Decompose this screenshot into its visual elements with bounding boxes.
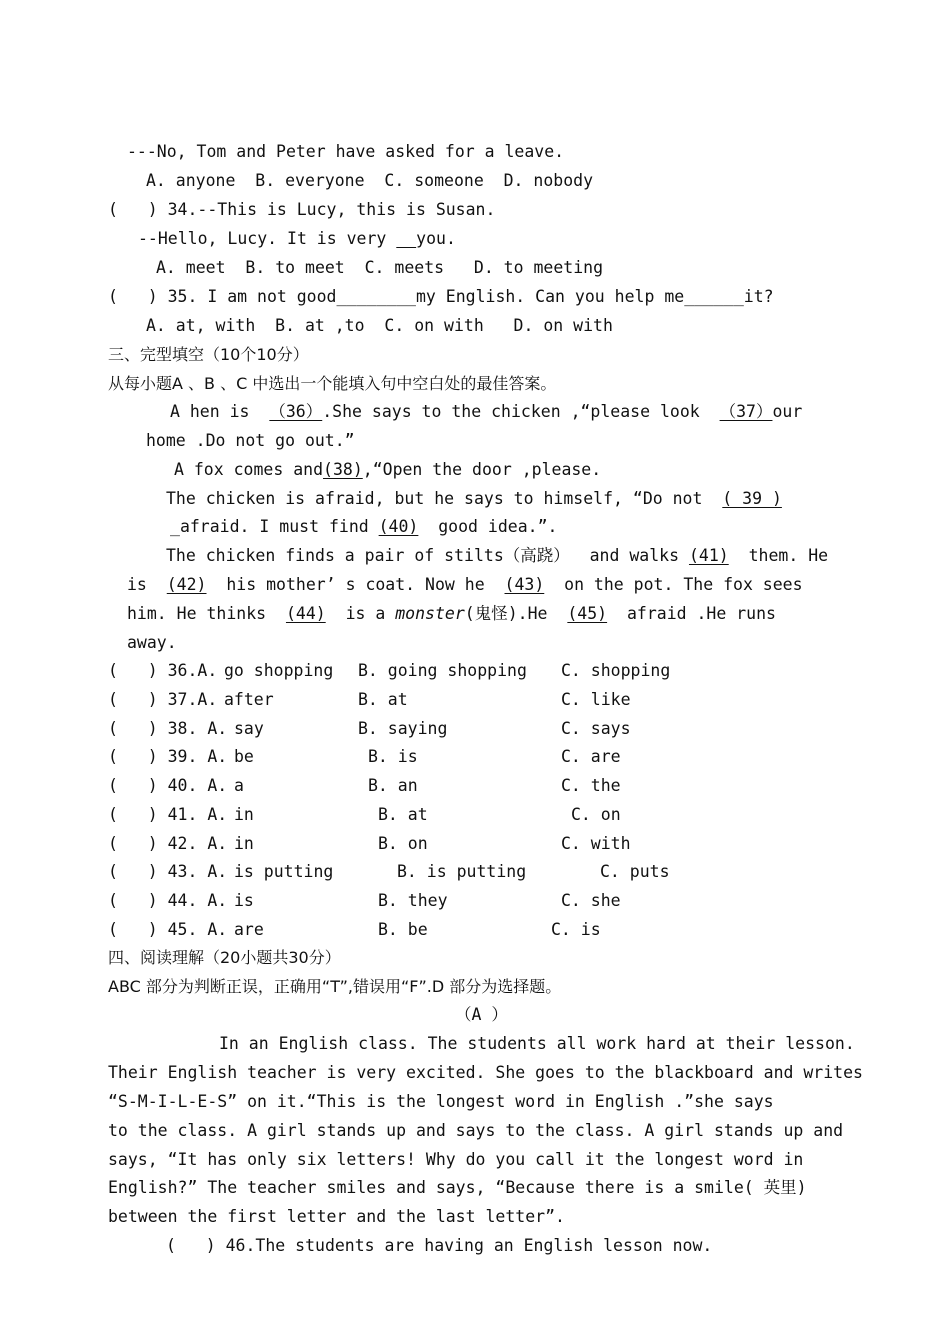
choice-41-b: B. at bbox=[378, 805, 428, 824]
choice-38-b: B. saying bbox=[358, 719, 448, 738]
choice-37-num: ( ) 37.A. bbox=[108, 690, 218, 709]
choice-40-num: ( ) 40. A. bbox=[108, 776, 228, 795]
choice-43-b: B. is putting bbox=[397, 862, 527, 881]
blank-44: (44) bbox=[285, 604, 326, 623]
choice-43-a: is putting bbox=[234, 862, 334, 881]
monster-word: monster bbox=[395, 604, 465, 623]
reading-line-6: English?” The teacher smiles and says, “Because there is a smile( 英里) bbox=[108, 1178, 807, 1197]
blank-43: (43) bbox=[504, 575, 545, 594]
choice-45-num: ( ) 45. A. bbox=[108, 920, 228, 939]
q35-stem: ( ) 35. I am not good________my English. Can you help me______it? bbox=[108, 287, 774, 306]
choice-42-num: ( ) 42. A. bbox=[108, 834, 228, 853]
reading-line-4: to the class. A girl stands up and says to the class. A girl stands up and bbox=[108, 1121, 844, 1140]
choice-40-c: C. the bbox=[561, 776, 621, 795]
section3-instruction: 从每小题A 、B 、C 中选出一个能填入句中空白处的最佳答案。 bbox=[108, 374, 557, 393]
passage-line-7: is (42) his mother’ s coat. Now he (43) on the pot. The fox sees bbox=[127, 575, 803, 594]
q35-blank-1: ________ bbox=[336, 287, 416, 306]
choice-39-b: B. is bbox=[368, 747, 418, 766]
choice-41-num: ( ) 41. A. bbox=[108, 805, 228, 824]
q34-blank bbox=[396, 229, 416, 248]
q35-blank-2: ______ bbox=[684, 287, 744, 306]
choice-36-a: go shopping bbox=[224, 661, 334, 680]
section4-instruction: ABC 部分为判断正误，正确用“T”,错误用“F”.D 部分为选择题。 bbox=[108, 977, 562, 996]
choice-37-a: after bbox=[224, 690, 274, 709]
choice-45-a: are bbox=[234, 920, 264, 939]
q34-options: A. meet B. to meet C. meets D. to meeting bbox=[156, 258, 604, 277]
choice-45-c: C. is bbox=[551, 920, 601, 939]
passage-line-6: The chicken finds a pair of stilts（高跷） and walks (41) them. He bbox=[166, 546, 829, 565]
q46-stem: ( ) 46.The students are having an English lesson now. bbox=[166, 1236, 713, 1255]
reading-line-3: “S-M-I-L-E-S” on it.“This is the longest word in English .”she says bbox=[108, 1092, 774, 1111]
section4-title: 四、阅读理解（20小题共30分） bbox=[108, 948, 341, 967]
blank-38: (38) bbox=[323, 460, 363, 479]
reading-line-1: In an English class. The students all work hard at their lesson. bbox=[219, 1034, 855, 1053]
choice-36-c: C. shopping bbox=[561, 661, 671, 680]
blank-45: (45) bbox=[567, 604, 608, 623]
choice-37-c: C. like bbox=[561, 690, 631, 709]
choice-43-c: C. puts bbox=[600, 862, 670, 881]
choice-42-c: C. with bbox=[561, 834, 631, 853]
choice-38-c: C. says bbox=[561, 719, 631, 738]
choice-43-num: ( ) 43. A. bbox=[108, 862, 228, 881]
reading-line-5: says, “It has only six letters! Why do you call it the longest word in bbox=[108, 1150, 804, 1169]
passage-line-8: him. He thinks (44) is a monster(鬼怪).He (45) afraid .He runs bbox=[127, 604, 776, 623]
passage-line-9: away. bbox=[127, 633, 177, 652]
part-a-label: （A ） bbox=[455, 1005, 508, 1024]
choice-41-a: in bbox=[234, 805, 254, 824]
choice-39-num: ( ) 39. A. bbox=[108, 747, 228, 766]
blank-41: (41) bbox=[688, 546, 729, 565]
reading-line-2: Their English teacher is very excited. She goes to the blackboard and writes bbox=[108, 1063, 863, 1082]
choice-36-b: B. going shopping bbox=[358, 661, 527, 680]
choice-44-b: B. they bbox=[378, 891, 448, 910]
q33-options: A. anyone B. everyone C. someone D. nobody bbox=[146, 171, 594, 190]
q33-answer-line: ---No, Tom and Peter have asked for a leave. bbox=[127, 142, 565, 161]
passage-line-2: home .Do not go out.” bbox=[146, 431, 355, 450]
choice-44-num: ( ) 44. A. bbox=[108, 891, 228, 910]
choice-44-a: is bbox=[234, 891, 254, 910]
choice-36-num: ( ) 36.A. bbox=[108, 661, 218, 680]
choice-37-b: B. at bbox=[358, 690, 408, 709]
choice-39-a: be bbox=[234, 747, 254, 766]
choice-41-c: C. on bbox=[571, 805, 621, 824]
passage-line-5: _afraid. I must find (40) good idea.”. bbox=[170, 517, 558, 536]
choice-40-a: a bbox=[234, 776, 244, 795]
reading-line-7: between the first letter and the last letter”. bbox=[108, 1207, 565, 1226]
section3-title: 三、完型填空（10个10分） bbox=[108, 345, 309, 364]
passage-line-4: The chicken is afraid, but he says to himself, “Do not ( 39 ) bbox=[166, 489, 782, 508]
choice-39-c: C. are bbox=[561, 747, 621, 766]
choice-44-c: C. she bbox=[561, 891, 621, 910]
blank-37: （37） bbox=[719, 402, 773, 421]
blank-40: (40) bbox=[378, 517, 419, 536]
choice-42-a: in bbox=[234, 834, 254, 853]
q35-options: A. at, with B. at ,to C. on with D. on with bbox=[146, 316, 613, 335]
choice-38-num: ( ) 38. A. bbox=[108, 719, 228, 738]
choice-40-b: B. an bbox=[368, 776, 418, 795]
q34-reply: --Hello, Lucy. It is very you. bbox=[138, 229, 456, 248]
choice-42-b: B. on bbox=[378, 834, 428, 853]
q34-stem: ( ) 34.--This is Lucy, this is Susan. bbox=[108, 200, 496, 219]
choice-38-a: say bbox=[234, 719, 264, 738]
passage-line-1: A hen is （36）.She says to the chicken ,“please look （37）our bbox=[170, 402, 803, 421]
blank-39: ( 39 ) bbox=[722, 489, 782, 508]
choice-45-b: B. be bbox=[378, 920, 428, 939]
blank-42: (42) bbox=[166, 575, 207, 594]
passage-line-3: A fox comes and(38),“Open the door ,please. bbox=[174, 460, 602, 479]
blank-36: （36） bbox=[269, 402, 323, 421]
